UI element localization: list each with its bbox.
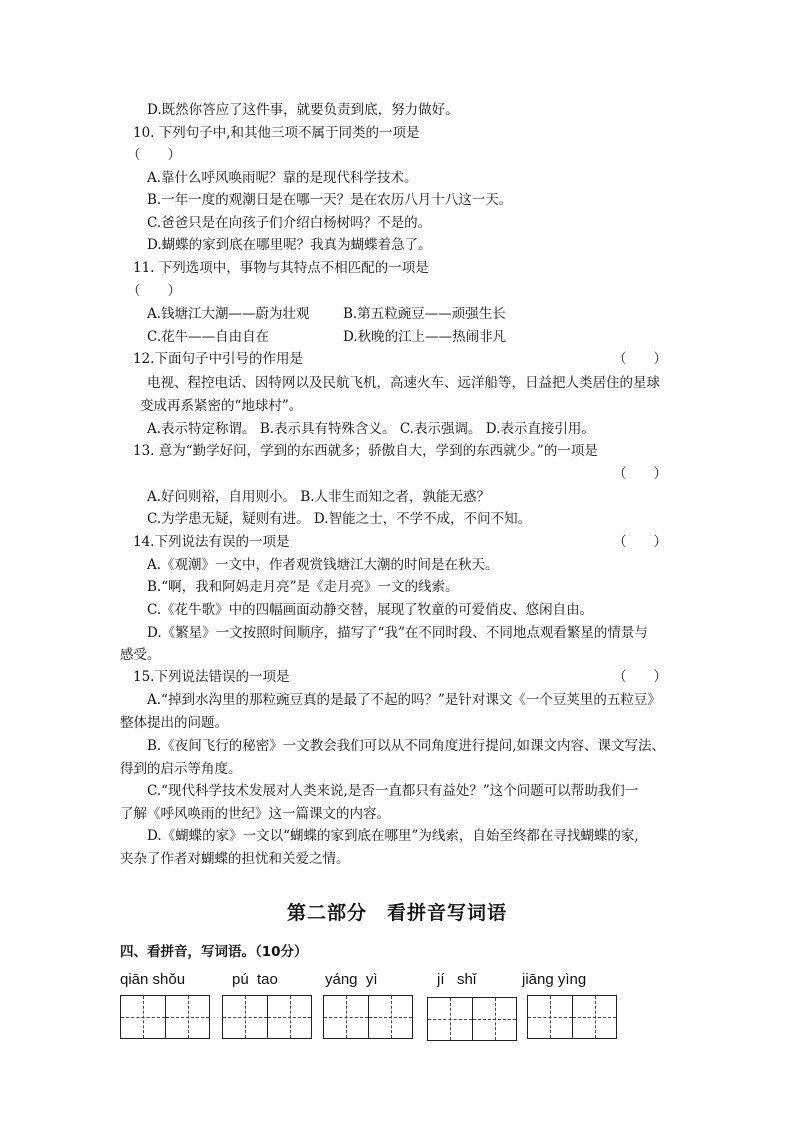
writing-cell[interactable]: [428, 998, 472, 1040]
pinyin-word-2: pú tao: [232, 971, 278, 988]
writing-grid-4[interactable]: [427, 997, 517, 1041]
q11-option-a: A.钱塘江大潮——蔚为壮观: [147, 306, 310, 322]
q14-answer-paren: （ ）: [613, 534, 667, 550]
q14-option-a: A.《观潮》一文中，作者观赏钱塘江大潮的时间是在秋天。: [147, 557, 499, 573]
q14-option-d: D.《繁星》一文按照时间顺序，描写了“我”在不同时段、不同地点观看繁星的情景与: [147, 625, 648, 641]
q14-stem: 14.下列说法有误的一项是: [133, 534, 290, 550]
writing-grid-1[interactable]: [120, 995, 210, 1039]
q15-option-c: C.“现代科学技术发展对人类来说,是否一直都只有益处？”这个问题可以帮助我们一: [147, 783, 639, 799]
q10-option-b: B.一年一度的观潮日是在哪一天？是在农历八月十八这一天。: [147, 192, 513, 208]
writing-cell[interactable]: [572, 996, 616, 1038]
writing-grid-2[interactable]: [222, 995, 312, 1039]
writing-grid-3[interactable]: [323, 995, 413, 1039]
writing-cell[interactable]: [121, 996, 165, 1038]
section-title: 第二部分 看拼音写词语: [286, 902, 507, 924]
writing-cell[interactable]: [223, 996, 267, 1038]
writing-cell[interactable]: [368, 996, 412, 1038]
q10-answer-paren: （ ）: [127, 147, 181, 163]
q15-option-d: D.《蝴蝶的家》一文以“蝴蝶的家到底在哪里”为线索，自始至终都在寻找蝴蝶的家,: [147, 828, 639, 844]
pinyin-word-5: jiāng yìng: [522, 971, 587, 988]
q12-answer-paren: （ ）: [613, 351, 667, 367]
pinyin-word-4: jí shǐ: [437, 971, 477, 988]
q15-option-d-cont: 夹杂了作者对蝴蝶的担忧和关爱之情。: [120, 851, 350, 867]
q15-answer-paren: （ ）: [613, 669, 667, 685]
q15-option-a: A.“掉到水沟里的那粒豌豆真的是最了不起的吗？”是针对课文《一个豆荚里的五粒豆》: [147, 692, 661, 708]
q14-option-c: C.《花牛歌》中的四幅画面动静交替，展现了牧童的可爱俏皮、悠闲自由。: [147, 602, 594, 618]
q15-option-b: B.《夜间飞行的秘密》一文教会我们可以从不同角度进行提问,如课文内容、课文写法、: [147, 738, 666, 754]
q12-quote-line-2: 变成再系紧密的“地球村”。: [140, 398, 303, 414]
q10-stem: 10. 下列句子中,和其他三项不属于同类的一项是: [133, 125, 420, 141]
writing-cell[interactable]: [267, 996, 311, 1038]
pinyin-word-3: yáng yì: [325, 971, 378, 988]
q12-quote-line-1: 电视、程控电话、因特网以及民航飞机，高速火车、远洋船等，日益把人类居住的星球: [147, 375, 660, 391]
q11-stem: 11. 下列选项中，事物与其特点不相匹配的一项是: [133, 260, 429, 276]
q14-option-d-cont: 感受。: [120, 647, 161, 663]
writing-cell[interactable]: [165, 996, 209, 1038]
q11-answer-paren: （ ）: [127, 283, 181, 299]
q12-options: A.表示特定称谓。 B.表示具有特殊含义。 C.表示强调。 D.表示直接引用。: [147, 421, 595, 437]
q9-option-d: D.既然你答应了这件事，就要负责到底，努力做好。: [147, 102, 459, 118]
q10-option-c: C.爸爸只是在向孩子们介绍白杨树吗？不是的。: [147, 215, 432, 231]
q11-option-b: B.第五粒豌豆——顽强生长: [343, 306, 506, 322]
q15-stem: 15.下列说法错误的一项是: [133, 669, 290, 685]
writing-cell[interactable]: [528, 996, 572, 1038]
writing-cell[interactable]: [472, 998, 516, 1040]
q13-options-ab: A.好问则裕，自用则小。 B.人非生而知之者，孰能无惑？: [147, 489, 491, 505]
q13-answer-paren: （ ）: [613, 466, 667, 482]
q15-option-b-cont: 得到的启示等角度。: [120, 761, 242, 777]
q13-stem: 13. 意为“勤学好问，学到的东西就多；骄傲自大，学到的东西就少。”的一项是: [133, 443, 598, 459]
writing-grid-5[interactable]: [527, 995, 617, 1039]
q13-options-cd: C.为学患无疑，疑则有进。 D.智能之士，不学不成，不问不知。: [147, 511, 532, 527]
q14-option-b: B.“啊，我和阿妈走月亮”是《走月亮》一文的线索。: [147, 579, 459, 595]
q11-option-c: C.花牛——自由自在: [147, 329, 270, 345]
q10-option-a: A.靠什么呼风唤雨呢？靠的是现代科学技术。: [147, 170, 418, 186]
pinyin-word-1: qiān shǒu: [120, 971, 186, 988]
q11-option-d: D.秋晚的江上——热闹非凡: [343, 329, 507, 345]
q10-option-d: D.蝴蝶的家到底在哪里呢？我真为蝴蝶着急了。: [147, 237, 432, 253]
q15-option-a-cont: 整体提出的问题。: [120, 715, 228, 731]
q15-option-c-cont: 了解《呼风唤雨的世纪》这一篇课文的内容。: [120, 806, 390, 822]
q4-heading: 四、看拼音，写词语。（10分）: [120, 944, 308, 960]
writing-cell[interactable]: [324, 996, 368, 1038]
q12-stem: 12.下面句子中引号的作用是: [133, 351, 303, 367]
